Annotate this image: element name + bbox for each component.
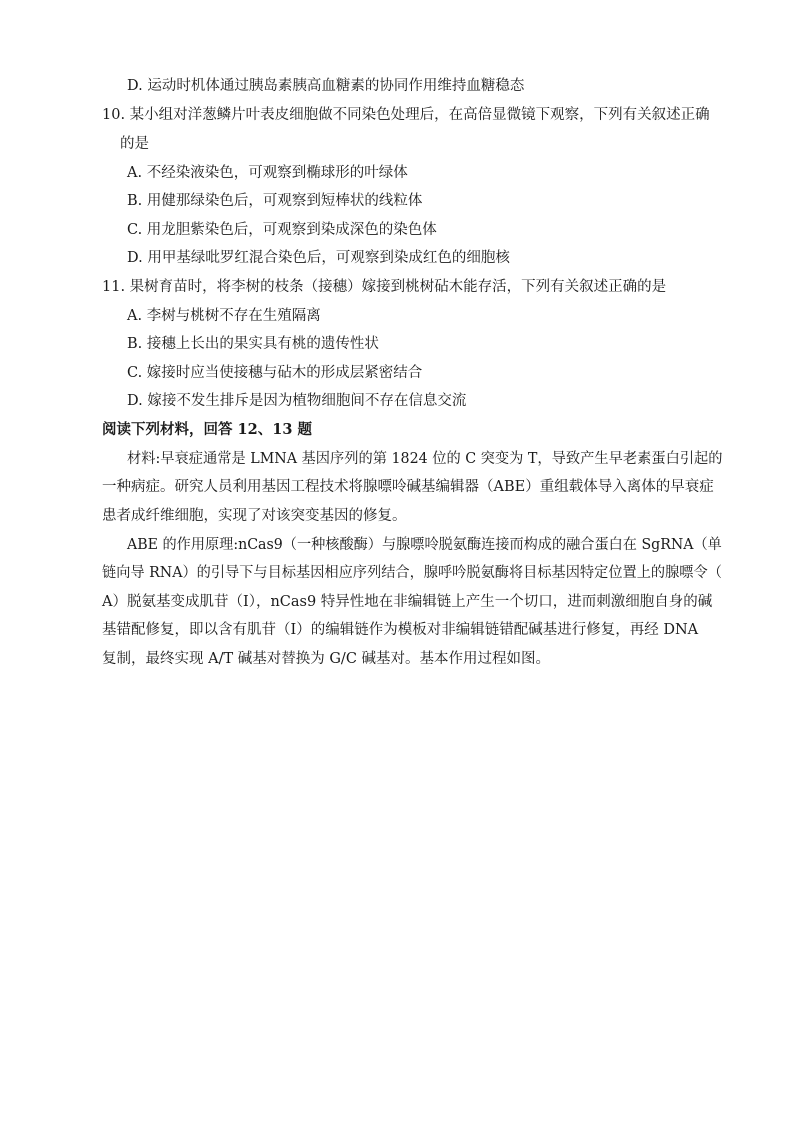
q10-option-b: B. 用健那绿染色后，可观察到短棒状的线粒体 [127, 193, 423, 209]
q11-option-b: B. 接穗上长出的果实具有桃的遗传性状 [127, 336, 379, 352]
q10-stem-line2: 的是 [120, 136, 149, 152]
material-p1-line2: 一种病症。研究人员利用基因工程技术将腺嘌呤碱基编辑器（ABE）重组载体导入离体的早衰症 [102, 479, 714, 495]
q10-option-d: D. 用甲基绿吡罗红混合染色后，可观察到染成红色的细胞核 [127, 250, 510, 266]
material-p2-line5: 复制，最终实现 A/T 碱基对替换为 G/C 碱基对。基本作用过程如图。 [102, 651, 551, 667]
q11-option-c: C. 嫁接时应当使接穗与砧木的形成层紧密结合 [127, 365, 423, 381]
material-p2-line4: 基错配修复，即以含有肌苷（Ⅰ）的编辑链作为模板对非编辑链错配碱基进行修复，再经 DNA [102, 622, 699, 638]
q11-option-d: D. 嫁接不发生排斥是因为植物细胞间不存在信息交流 [127, 393, 467, 409]
q10-option-c: C. 用龙胆紫染色后，可观察到染成深色的染色体 [127, 222, 437, 238]
reading-heading: 阅读下列材料，回答 12、13 题 [102, 421, 312, 438]
q11-stem: 11. 果树育苗时，将李树的枝条（接穗）嫁接到桃树砧木能存活，下列有关叙述正确的是 [102, 279, 667, 295]
material-p2-line2: 链向导 RNA）的引导下与目标基因相应序列结合，腺呼吟脱氨酶将目标基因特定位置上的腺嘌令（ [102, 565, 722, 581]
q10-option-a: A. 不经染液染色，可观察到椭球形的叶绿体 [127, 165, 408, 181]
material-p2-line3: A）脱氨基变成肌苷（Ⅰ），nCas9 特异性地在非编辑链上产生一个切口，进而刺激细胞自身的碱 [102, 594, 713, 610]
material-p1-line3: 患者成纤维细胞，实现了对该突变基因的修复。 [102, 508, 407, 524]
q11-option-a: A. 李树与桃树不存在生殖隔离 [127, 308, 321, 324]
material-p2-line1: ABE 的作用原理:nCas9（一种核酸酶）与腺嘌呤脱氨酶连接而构成的融合蛋白在 SgRNA（单 [127, 537, 722, 553]
material-p1-line1: 材料:早衰症通常是 LMNA 基因序列的第 1824 位的 C 突变为 T，导致产生早老素蛋白引起的 [127, 451, 723, 467]
q9-option-d: D. 运动时机体通过胰岛素胰高血糖素的协同作用维持血糖稳态 [127, 78, 525, 94]
q10-stem-line1: 10. 某小组对洋葱鳞片叶表皮细胞做不同染色处理后，在高倍显微镜下观察，下列有关叙述正确 [102, 107, 710, 123]
